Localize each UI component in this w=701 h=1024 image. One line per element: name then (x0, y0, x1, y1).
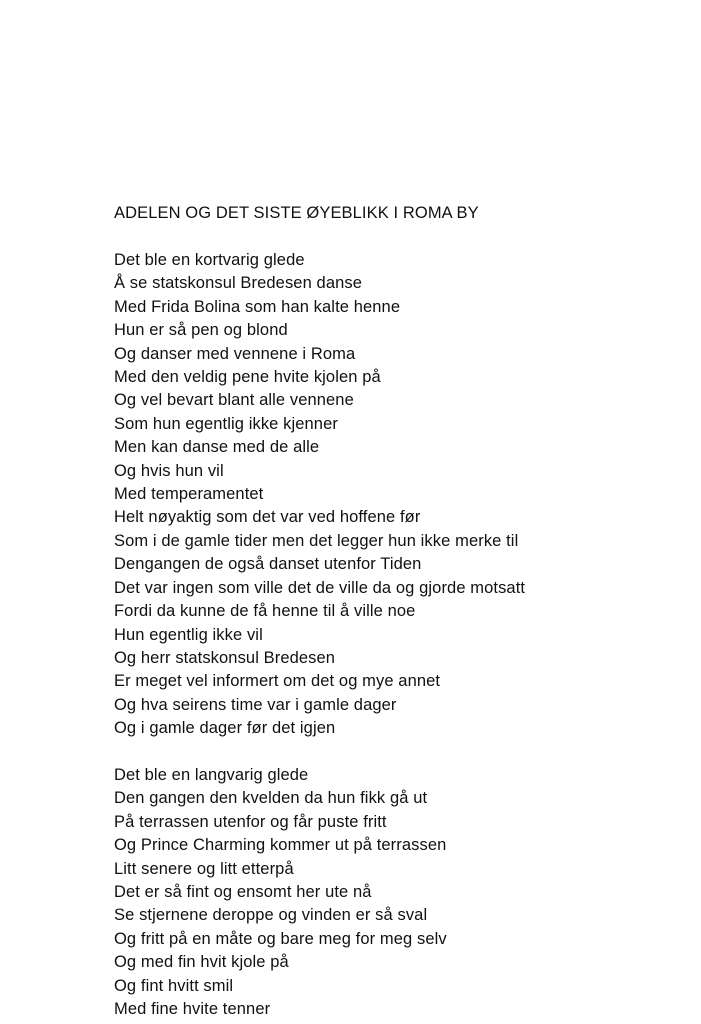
poem-line: Det var ingen som ville det de ville da og gjorde motsatt (114, 578, 526, 597)
poem-line: Helt nøyaktig som det var ved hoffene før (114, 508, 421, 527)
poem-line: Med temperamentet (114, 485, 264, 504)
poem-line: Og fritt på en måte og bare meg for meg selv (114, 929, 447, 948)
poem-line: Med Frida Bolina som han kalte henne (114, 297, 401, 316)
poem-line: Den gangen den kvelden da hun fikk gå ut (114, 789, 428, 808)
poem-line: Hun egentlig ikke vil (114, 625, 263, 644)
poem-line: Er meget vel informert om det og mye annet (114, 672, 441, 691)
stanza-1 (114, 249, 525, 741)
poem-line: Det ble en kortvarig glede (114, 251, 305, 269)
stanza-2 (114, 764, 447, 1021)
poem-line: Å se statskonsul Bredesen danse (114, 274, 362, 293)
poem-line: Det er så fint og ensomt her ute nå (114, 883, 372, 902)
poem-line: Det ble en langvarig glede (114, 766, 309, 784)
poem-line: Og danser med vennene i Roma (114, 344, 356, 363)
poem-line: Dengangen de også danset utenfor Tiden (114, 555, 422, 574)
poem-line: Se stjernene deroppe og vinden er så sval (114, 906, 428, 925)
poem-line: Med fine hvite tenner (114, 1000, 271, 1019)
poem-line: Hun er så pen og blond (114, 321, 288, 340)
poem-line: Med den veldig pene hvite kjolen på (114, 368, 381, 387)
poem-line: Og Prince Charming kommer ut på terrassen (114, 836, 447, 855)
poem-line: Og hvis hun vil (114, 461, 224, 480)
poem-line: Fordi da kunne de få henne til å ville noe (114, 602, 416, 621)
poem-line: Som hun egentlig ikke kjenner (114, 414, 338, 433)
poem-line: Og i gamle dager før det igjen (114, 719, 336, 738)
poem-line: Og hva seirens time var i gamle dager (114, 695, 397, 714)
poem-line: Og fint hvitt smil (114, 976, 234, 995)
poem-line: Og med fin hvit kjole på (114, 953, 289, 972)
poem-line: På terrassen utenfor og får puste fritt (114, 812, 387, 831)
poem-title: ADELEN OG DET SISTE ØYEBLIKK I ROMA BY (114, 204, 479, 222)
poem-line: Og herr statskonsul Bredesen (114, 648, 336, 667)
poem-line: Og vel bevart blant alle vennene (114, 391, 354, 410)
poem-line: Litt senere og litt etterpå (114, 859, 294, 878)
poem-line: Som i de gamle tider men det legger hun ikke merke til (114, 531, 519, 550)
poem-line: Men kan danse med de alle (114, 438, 320, 457)
